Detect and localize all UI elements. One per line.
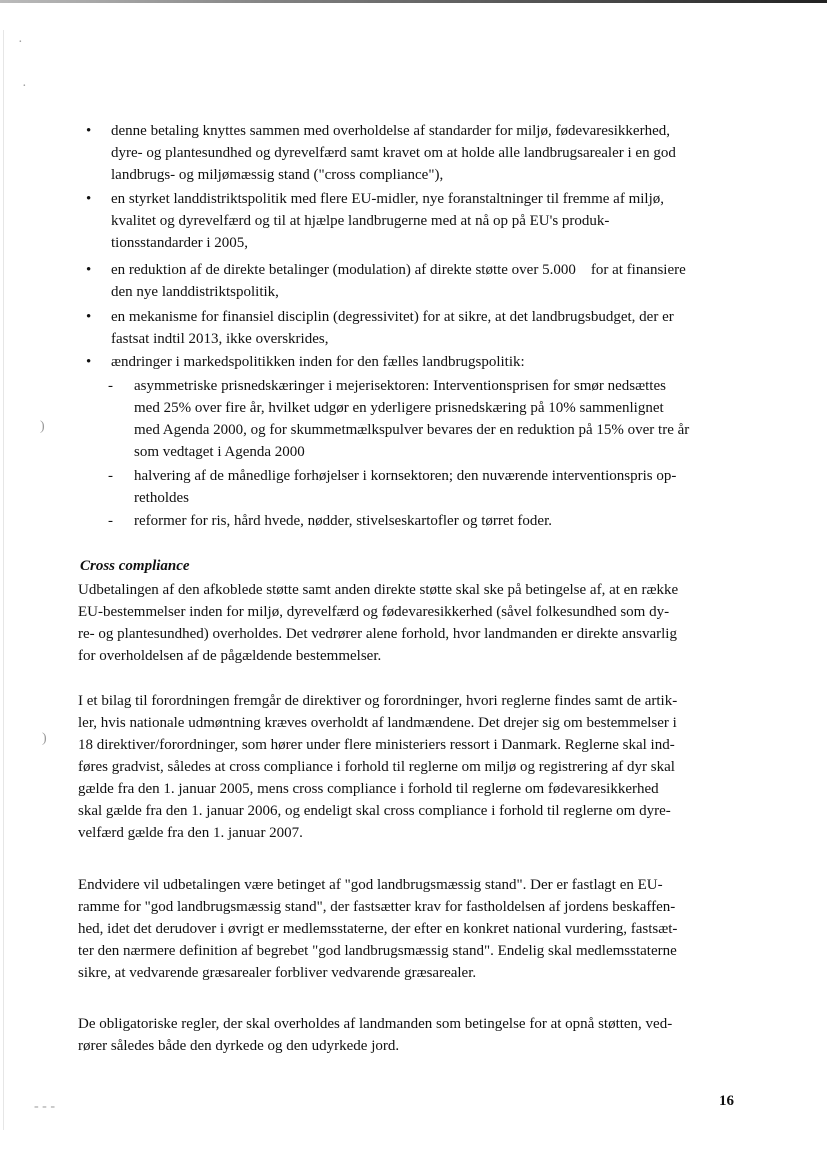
- punch-hole-mark: ): [40, 419, 45, 434]
- paragraph-line: re- og plantesundhed) overholdes. Det vedrører alene forhold, hvor landmanden er direkte ansvarlig: [78, 626, 677, 642]
- paragraph-line: ler, hvis nationale udmøntning kræves overholdt af landmændene. Det drejer sig om bestemmelser i: [78, 715, 677, 731]
- paragraph-2: [78, 690, 748, 844]
- bullet-marker: •: [86, 262, 92, 278]
- bullet-marker: •: [86, 191, 92, 207]
- bullet-line: retholdes: [134, 490, 189, 506]
- page-number: 16: [719, 1093, 734, 1109]
- bullet-line: asymmetriske prisnedskæringer i mejerisektoren: Interventionsprisen for smør nedsættes: [134, 378, 666, 394]
- paragraph-line: I et bilag til forordningen fremgår de direktiver og forordninger, hvori reglerne findes samt de artik-: [78, 693, 678, 709]
- bullet-line: denne betaling knyttes sammen med overholdelse af standarder for miljø, fødevaresikkerhed,: [111, 123, 670, 139]
- paragraph-line: rører således både den dyrkede og den udyrkede jord.: [78, 1038, 400, 1054]
- paragraph-line: hed, idet det derudover i øvrigt er medlemsstaterne, der efter en konkret national vurdering, fastsæt-: [78, 921, 678, 937]
- paragraph-1: [78, 579, 748, 667]
- bullet-item-1: [111, 120, 751, 186]
- dash-marker: -: [108, 468, 113, 484]
- bullet-line: halvering af de månedlige forhøjelser i kornsektoren; den nuværende interventionspris op-: [134, 468, 677, 484]
- bullet-line: en styrket landdistriktspolitik med flere EU-midler, nye foranstaltninger til fremme af miljø,: [111, 191, 665, 207]
- punch-hole-mark: ): [42, 731, 47, 746]
- bullet-line: en reduktion af de direkte betalinger (modulation) af direkte støtte over 5.000 for at finansiere: [111, 262, 686, 278]
- bullet-line: med 25% over fire år, hvilket udgør en yderligere prisnedskæring på 10% sammenlignet: [134, 400, 664, 416]
- paragraph-line: Endvidere vil udbetalingen være betinget af "god landbrugsmæssig stand". Der er fastlagt en EU-: [78, 877, 663, 893]
- bullet-line: tionsstandarder i 2005,: [111, 235, 249, 251]
- paragraph-line: De obligatoriske regler, der skal overholdes af landmanden som betingelse for at opnå støtten, ved-: [78, 1016, 673, 1032]
- paragraph-line: 18 direktiver/forordninger, som hører under flere ministeriers ressort i Danmark. Reglerne skal ind-: [78, 737, 675, 753]
- dash-marker: -: [108, 513, 113, 529]
- sub-bullet-item-3: [134, 510, 744, 532]
- paragraph-line: sikre, at vedvarende græsarealer forbliver vedvarende græsarealer.: [78, 965, 477, 981]
- paragraph-line: Udbetalingen af den afkoblede støtte samt anden direkte støtte skal ske på betingelse af, at en række: [78, 582, 679, 598]
- bullet-line: en mekanisme for finansiel disciplin (degressivitet) for at sikre, at det landbrugsbudget, der er: [111, 309, 674, 325]
- bullet-item-5: [111, 351, 751, 373]
- bullet-marker: •: [86, 123, 92, 139]
- scan-speck: ·: [22, 79, 27, 94]
- scan-speck: - - -: [34, 1099, 55, 1114]
- paragraph-line: føres gradvist, således at cross compliance i forhold til reglerne om miljø og registrering af dyr skal: [78, 759, 675, 775]
- bullet-item-2: [111, 188, 751, 254]
- bullet-item-4: [111, 306, 751, 350]
- paragraph-line: ramme for "god landbrugsmæssig stand", der fastsætter krav for fastholdelsen af jordens beskaffen-: [78, 899, 676, 915]
- bullet-line: kvalitet og dyrevelfærd og til at hjælpe landbrugerne med at nå op på EU's produk-: [111, 213, 610, 229]
- paragraph-4: [78, 1013, 748, 1057]
- paragraph-line: for overholdelsen af de pågældende bestemmelser.: [78, 648, 382, 664]
- paragraph-3: [78, 874, 748, 984]
- bullet-line: med Agenda 2000, og for skummetmælkspulver bevares der en reduktion på 15% over tre år: [134, 422, 690, 438]
- paragraph-line: velfærd gælde fra den 1. januar 2007.: [78, 825, 303, 841]
- dash-marker: -: [108, 378, 113, 394]
- paragraph-line: gælde fra den 1. januar 2005, mens cross compliance i forhold til reglerne om fødevaresikkerhed: [78, 781, 659, 797]
- sub-bullet-item-2: [134, 465, 744, 509]
- bullet-line: reformer for ris, hård hvede, nødder, stivelseskartofler og tørret foder.: [134, 513, 552, 529]
- bullet-line: fastsat indtil 2013, ikke overskrides,: [111, 331, 329, 347]
- bullet-line: ændringer i markedspolitikken inden for den fælles landbrugspolitik:: [111, 354, 525, 370]
- bullet-line: landbrugs- og miljømæssig stand ("cross compliance"),: [111, 167, 444, 183]
- bullet-line: den nye landdistriktspolitik,: [111, 284, 279, 300]
- bullet-marker: •: [86, 354, 92, 370]
- bullet-marker: •: [86, 309, 92, 325]
- scan-speck: ·: [18, 35, 23, 50]
- bullet-line: dyre- og plantesundhed og dyrevelfærd samt kravet om at holde alle landbrugsarealer i en god: [111, 145, 676, 161]
- paragraph-line: EU-bestemmelser inden for miljø, dyrevelfærd og fødevaresikkerhed (såvel folkesundhed som dy-: [78, 604, 670, 620]
- bullet-line: som vedtaget i Agenda 2000: [134, 444, 305, 460]
- sub-bullet-item-1: [134, 375, 744, 463]
- paragraph-line: skal gælde fra den 1. januar 2006, og endeligt skal cross compliance i forhold til reglerne om dyre-: [78, 803, 671, 819]
- paragraph-line: ter den nærmere definition af begrebet "god landbrugsmæssig stand". Endelig skal medlemsstaterne: [78, 943, 677, 959]
- bullet-item-3: [111, 259, 751, 303]
- section-heading: Cross compliance: [80, 558, 190, 574]
